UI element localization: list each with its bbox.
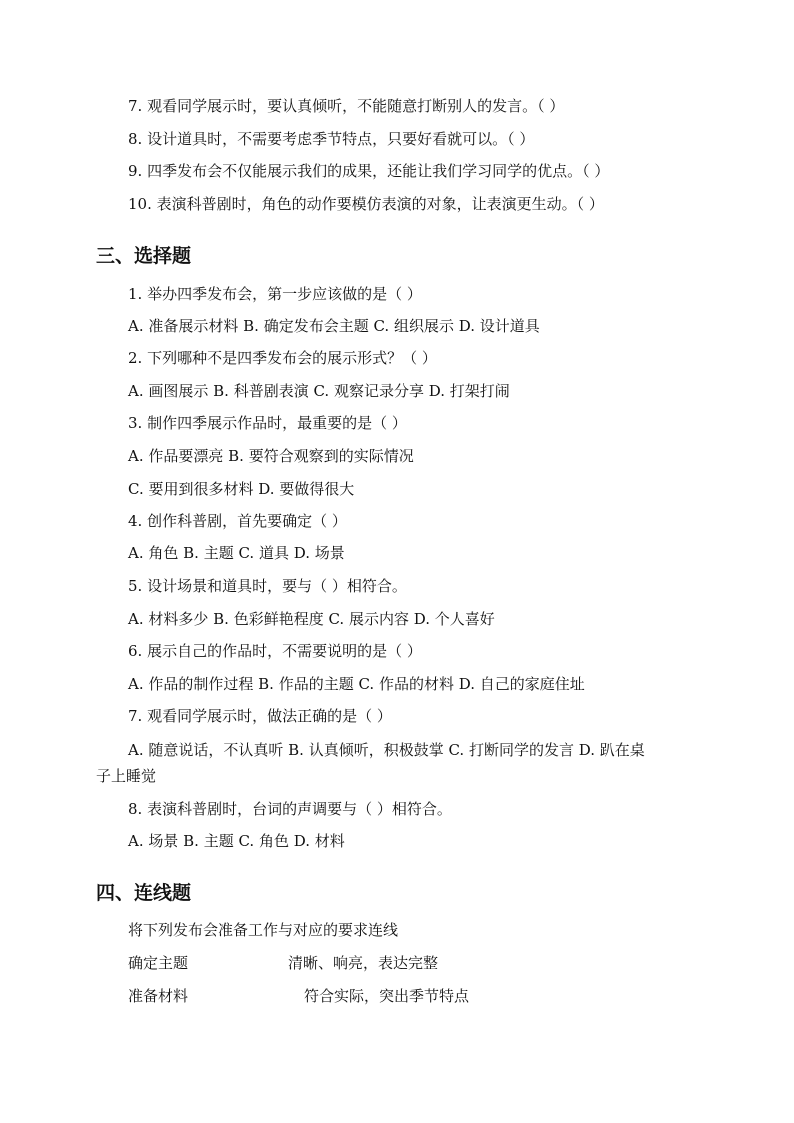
- choice-q7-options-wrap: 子上睡觉: [96, 767, 157, 785]
- choice-q4-options: A. 角色 B. 主题 C. 道具 D. 场景: [128, 544, 345, 562]
- matching-right-1: 清晰、响亮，表达完整: [288, 954, 439, 972]
- choice-q6-options: A. 作品的制作过程 B. 作品的主题 C. 作品的材料 D. 自己的家庭住址: [128, 675, 585, 693]
- choice-q3: 3. 制作四季展示作品时，最重要的是（ ）: [128, 414, 407, 432]
- choice-q6: 6. 展示自己的作品时，不需要说明的是（ ）: [128, 642, 422, 660]
- choice-q8-options: A. 场景 B. 主题 C. 角色 D. 材料: [128, 832, 345, 850]
- choice-q8: 8. 表演科普剧时，台词的声调要与（ ）相符合。: [128, 800, 452, 818]
- judgement-item-7: 7. 观看同学展示时，要认真倾听，不能随意打断别人的发言。（ ）: [128, 97, 565, 115]
- choice-q1-options: A. 准备展示材料 B. 确定发布会主题 C. 组织展示 D. 设计道具: [128, 317, 540, 335]
- choice-q3-options-a: A. 作品要漂亮 B. 要符合观察到的实际情况: [128, 447, 414, 465]
- section-3-title: 三、选择题: [96, 245, 192, 267]
- choice-q5: 5. 设计场景和道具时，要与（ ）相符合。: [128, 577, 407, 595]
- judgement-item-8: 8. 设计道具时，不需要考虑季节特点，只要好看就可以。（ ）: [128, 130, 535, 148]
- choice-q2-options: A. 画图展示 B. 科普剧表演 C. 观察记录分享 D. 打架打闹: [128, 382, 510, 400]
- matching-left-1: 确定主题: [128, 954, 189, 972]
- matching-left-2: 准备材料: [128, 987, 189, 1005]
- choice-q7: 7. 观看同学展示时，做法正确的是（ ）: [128, 707, 392, 725]
- choice-q2: 2. 下列哪种不是四季发布会的展示形式？（ ）: [128, 349, 437, 367]
- choice-q3-options-b: C. 要用到很多材料 D. 要做得很大: [128, 480, 355, 498]
- matching-instruction: 将下列发布会准备工作与对应的要求连线: [128, 921, 399, 939]
- choice-q5-options: A. 材料多少 B. 色彩鲜艳程度 C. 展示内容 D. 个人喜好: [128, 610, 495, 628]
- judgement-item-9: 9. 四季发布会不仅能展示我们的成果，还能让我们学习同学的优点。（ ）: [128, 162, 610, 180]
- choice-q4: 4. 创作科普剧，首先要确定（ ）: [128, 512, 347, 530]
- choice-q7-options: A. 随意说话，不认真听 B. 认真倾听，积极鼓掌 C. 打断同学的发言 D. 趴在桌: [128, 741, 645, 759]
- choice-q1: 1. 举办四季发布会，第一步应该做的是（ ）: [128, 285, 422, 303]
- judgement-item-10: 10. 表演科普剧时，角色的动作要模仿表演的对象，让表演更生动。（ ）: [128, 195, 604, 213]
- section-4-title: 四、连线题: [96, 882, 192, 904]
- matching-right-2: 符合实际，突出季节特点: [304, 987, 470, 1005]
